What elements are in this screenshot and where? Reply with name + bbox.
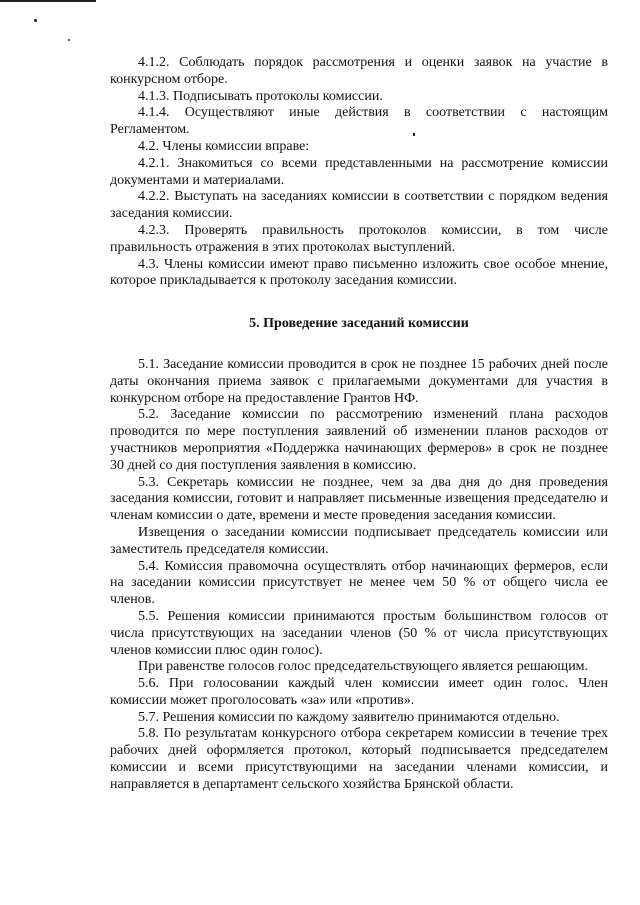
paragraph-4-1-4: 4.1.4. Осуществляют иные действия в соответствии с настоящим Регламентом. [110, 105, 608, 138]
scan-artifact-dot [68, 39, 70, 41]
paragraph-4-2-2: 4.2.2. Выступать на заседаниях комиссии в соответствии с порядком ведения заседания комиссии. [110, 189, 608, 222]
paragraph-4-1-2: 4.1.2. Соблюдать порядок рассмотрения и оценки заявок на участие в конкурсном отборе. [110, 55, 608, 87]
scan-artifact-dot [34, 19, 37, 22]
paragraph-5-3: 5.3. Секретарь комиссии не позднее, чем за два дня до дня проведения заседания комиссии, готовит и направляет письменные извещения председателю и членам комиссии о дате, времени и месте проведения заседания комиссии. [110, 474, 608, 524]
paragraph-4-2-1: 4.2.1. Знакомиться со всеми представленными на рассмотрение комиссии документами и материалами. [110, 155, 608, 188]
paragraph-tie-vote: При равенстве голосов голос председательствующего является решающим. [138, 659, 589, 675]
paragraph-4-3: 4.3. Члены комиссии имеют право письменно изложить свое особое мнение, которое прикладывается к протоколу заседания комиссии. [110, 256, 608, 289]
paragraph-5-8: 5.8. По результатам конкурсного отбора секретарем комиссии в течение трех рабочих дней оформляется протокол, который подписывается председателем комиссии и всеми присутствующими на заседании членами комиссии, и направляется в департамент сельского хозяйства Брянской области. [110, 726, 608, 792]
paragraph-5-5: 5.5. Решения комиссии принимаются простым большинством голосов от числа присутствующих на заседании членов (50 % от числа присутствующих членов комиссии плюс один голос). [110, 608, 608, 658]
document-body [110, 55, 608, 794]
paragraph-4-1-3: 4.1.3. Подписывать протоколы комиссии. [138, 88, 383, 104]
paragraph-4-2: 4.2. Члены комиссии вправе: [138, 138, 310, 154]
paragraph-5-4: 5.4. Комиссия правомочна осуществлять отбор начинающих фермеров, если на заседании комиссии присутствует не менее чем 50 % от общего числа ее членов. [110, 558, 608, 608]
scan-artifact-line [0, 0, 96, 2]
paragraph-notices: Извещения о заседании комиссии подписывает председатель комиссии или заместитель председателя комиссии. [110, 524, 608, 557]
paragraph-5-6: 5.6. При голосовании каждый член комиссии имеет один голос. Член комиссии может проголосовать «за» или «против». [110, 676, 608, 708]
paragraph-4-2-3: 4.2.3. Проверять правильность протоколов комиссии, в том числе правильность отражения в этих протоколах выступлений. [110, 222, 608, 255]
paragraph-5-7: 5.7. Решения комиссии по каждому заявителю принимаются отдельно. [138, 709, 560, 725]
paragraph-5-1: 5.1. Заседание комиссии проводится в срок не позднее 15 рабочих дней после даты окончания приема заявок с прилагаемыми документами для участия в конкурсном отборе на предоставление Грантов НФ. [110, 356, 608, 406]
section-heading: 5. Проведение заседаний комиссии [249, 316, 469, 332]
paragraph-5-2: 5.2. Заседание комиссии по рассмотрению изменений плана расходов проводится по мере поступления заявлений об изменении планов расходов от участников мероприятия «Поддержка начинающих фермеров» в срок не позднее 30 дней со дня поступления заявления в комиссию. [110, 407, 608, 473]
